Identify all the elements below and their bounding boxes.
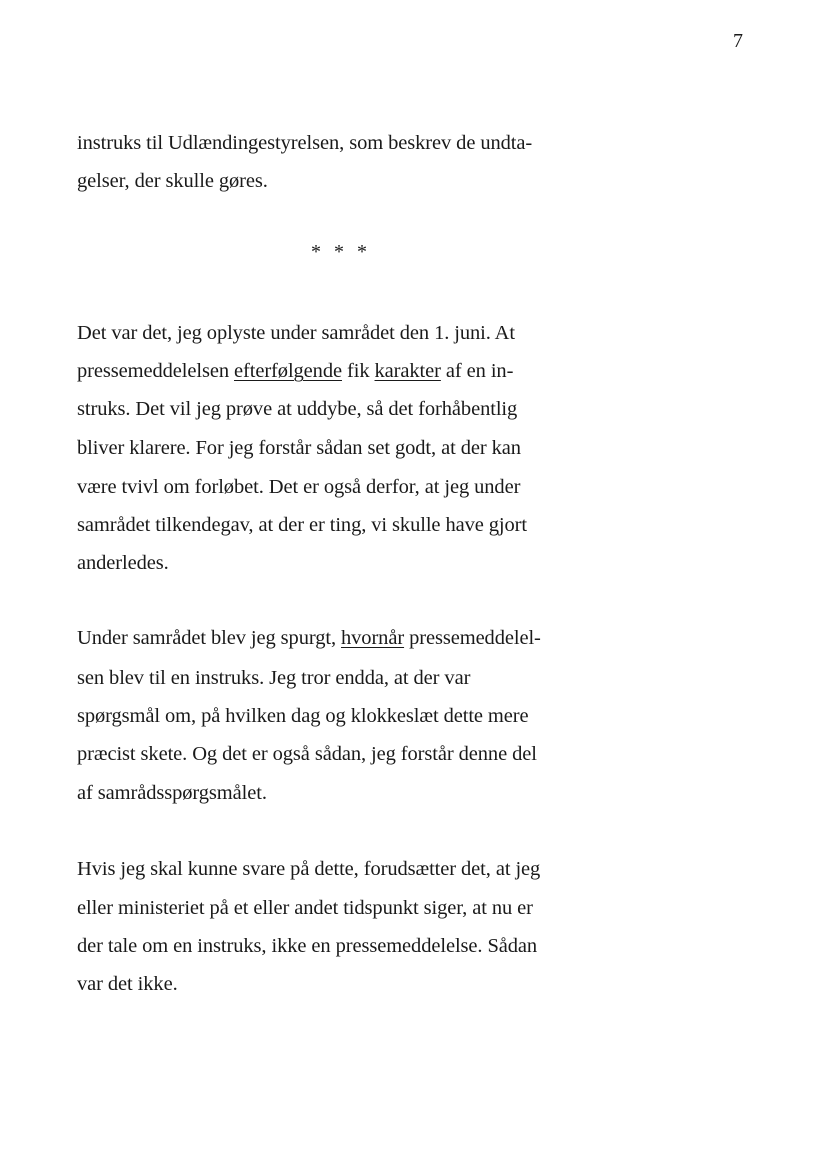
text-line: anderledes.	[77, 552, 169, 574]
text-segment: af en in-	[440, 360, 514, 382]
text-line: bliver klarere. For jeg forstår sådan set godt, at der kan	[77, 437, 521, 459]
text-line: der tale om en instruks, ikke en pressemeddelelse. Sådan	[77, 935, 538, 957]
text-line: var det ikke.	[77, 973, 178, 995]
text-line: præcist skete. Og det er også sådan, jeg forstår denne del	[77, 743, 537, 765]
text-line: eller ministeriet på et eller andet tidspunkt siger, at nu er	[77, 897, 533, 919]
text-line: af samrådsspørgsmålet.	[77, 782, 267, 804]
text-line	[77, 626, 541, 650]
text-line: Det var det, jeg oplyste under samrådet den 1. juni. At	[77, 322, 515, 344]
underlined-word: hvornår	[341, 627, 405, 649]
page-number: 7	[733, 30, 743, 52]
text-line: samrådet tilkendegav, at der er ting, vi skulle have gjort	[77, 514, 527, 536]
underlined-word: efterfølgende	[234, 360, 342, 382]
text-line: spørgsmål om, på hvilken dag og klokkeslæt dette mere	[77, 705, 529, 727]
text-segment: pressemeddelel-	[404, 627, 541, 649]
text-line: Hvis jeg skal kunne svare på dette, forudsætter det, at jeg	[77, 858, 541, 880]
text-line	[77, 359, 513, 383]
text-segment: Under samrådet blev jeg spurgt,	[77, 627, 341, 649]
section-separator: * * *	[311, 241, 371, 263]
text-line: instruks til Udlændingestyrelsen, som beskrev de undta-	[77, 132, 533, 154]
text-line: være tvivl om forløbet. Det er også derfor, at jeg under	[77, 476, 521, 498]
text-line: gelser, der skulle gøres.	[77, 170, 268, 192]
text-segment: fik	[341, 360, 375, 382]
text-segment: pressemeddelelsen	[77, 360, 235, 382]
underlined-word: karakter	[374, 360, 441, 382]
text-line: sen blev til en instruks. Jeg tror endda, at der var	[77, 667, 471, 689]
text-line: struks. Det vil jeg prøve at uddybe, så det forhåbentlig	[77, 398, 518, 420]
